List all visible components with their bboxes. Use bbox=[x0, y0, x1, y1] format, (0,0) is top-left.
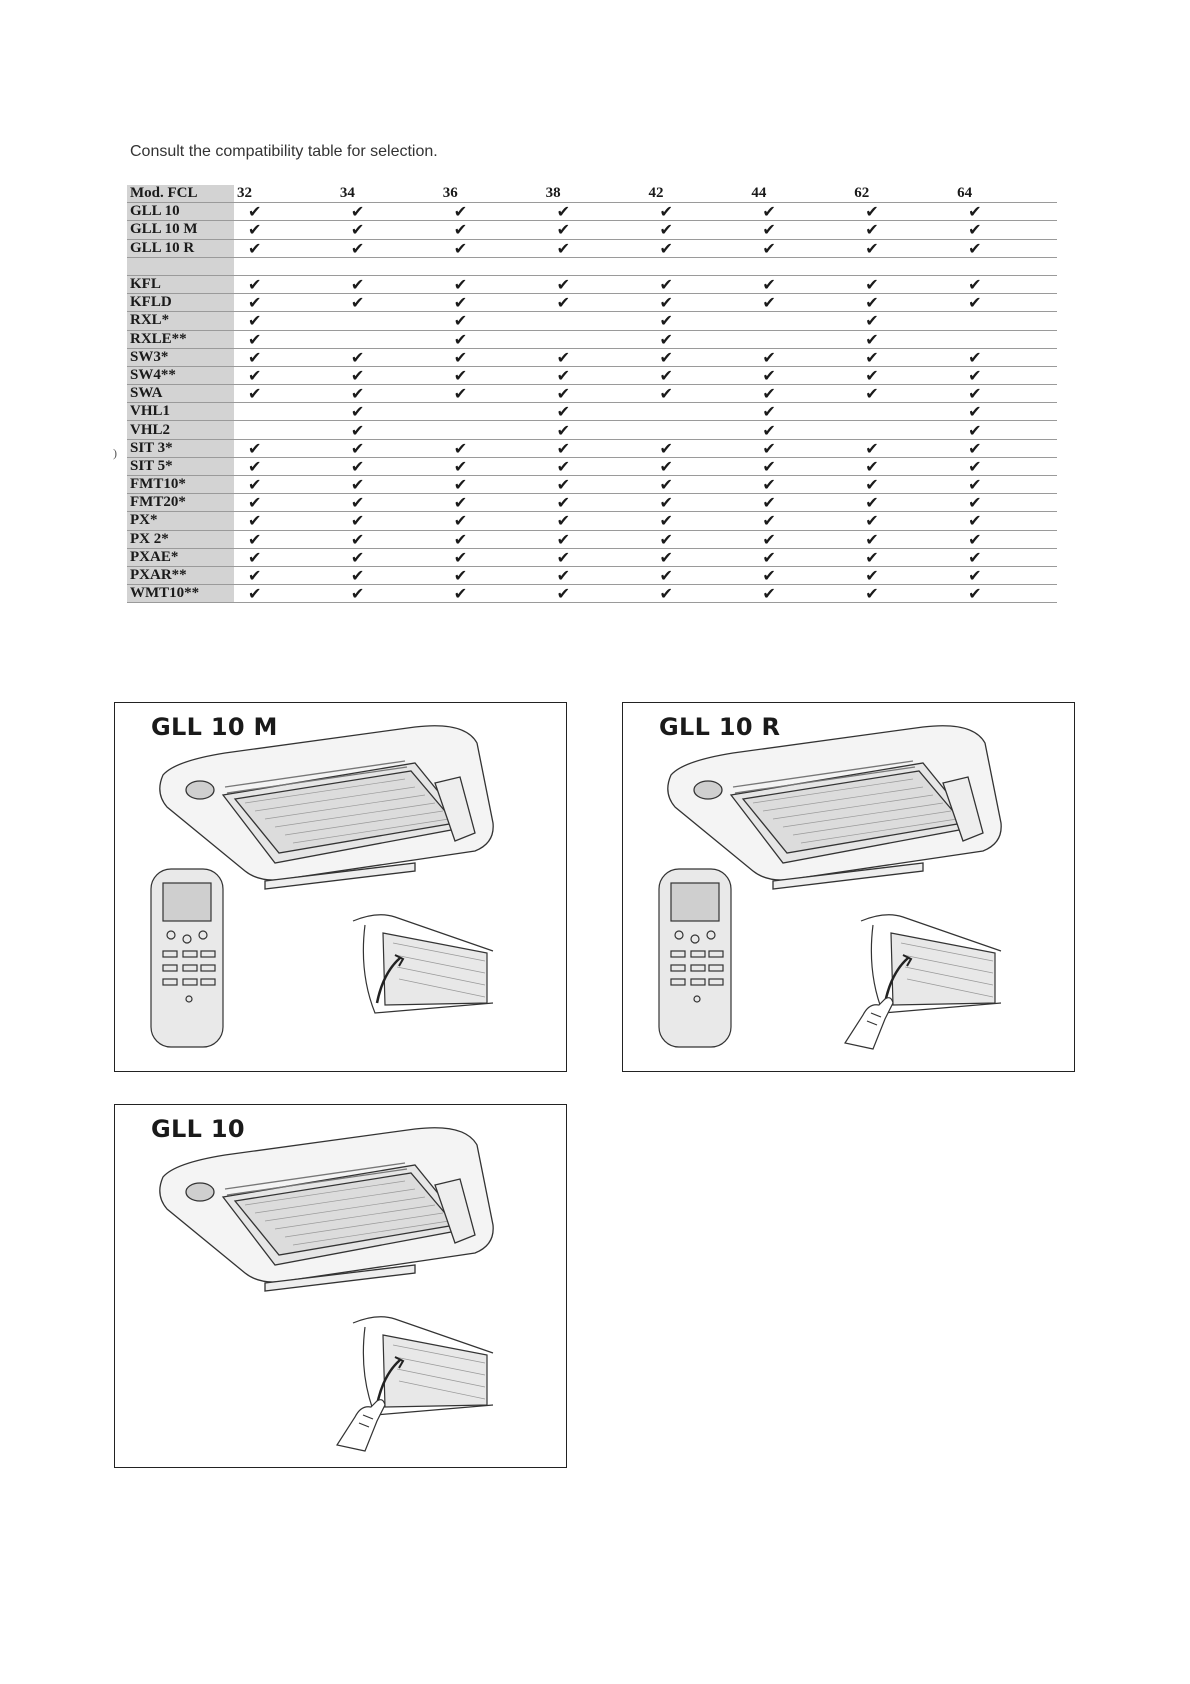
cassette-illustration bbox=[115, 703, 565, 1070]
check-cell: ✔ bbox=[337, 494, 440, 512]
row-label-cell bbox=[127, 257, 234, 275]
table-row bbox=[127, 294, 1057, 312]
check-cell: ✔ bbox=[543, 457, 646, 475]
check-cell bbox=[543, 330, 646, 348]
cassette-unit-drawing bbox=[668, 726, 1001, 889]
check-cell: ✔ bbox=[543, 494, 646, 512]
check-cell: ✔ bbox=[646, 566, 749, 584]
table-row bbox=[127, 548, 1057, 566]
check-cell: ✔ bbox=[440, 548, 543, 566]
check-cell bbox=[543, 257, 646, 275]
check-cell: ✔ bbox=[851, 330, 954, 348]
margin-mark: ) bbox=[113, 446, 117, 460]
check-cell bbox=[954, 312, 1057, 330]
check-cell: ✔ bbox=[337, 403, 440, 421]
check-cell: ✔ bbox=[543, 476, 646, 494]
row-label-cell: SW3* bbox=[127, 348, 234, 366]
check-cell: ✔ bbox=[646, 530, 749, 548]
check-cell: ✔ bbox=[646, 457, 749, 475]
table-row bbox=[127, 530, 1057, 548]
table-row bbox=[127, 512, 1057, 530]
check-cell bbox=[440, 257, 543, 275]
table-row bbox=[127, 203, 1057, 221]
check-cell: ✔ bbox=[851, 348, 954, 366]
row-label-cell: SIT 5* bbox=[127, 457, 234, 475]
cassette-unit-drawing bbox=[160, 726, 493, 889]
check-cell bbox=[440, 403, 543, 421]
check-cell: ✔ bbox=[954, 548, 1057, 566]
check-cell: ✔ bbox=[748, 385, 851, 403]
check-cell: ✔ bbox=[748, 294, 851, 312]
check-cell: ✔ bbox=[234, 294, 337, 312]
table-row bbox=[127, 494, 1057, 512]
hand-drawing bbox=[337, 1400, 385, 1451]
check-cell: ✔ bbox=[234, 275, 337, 293]
check-cell: ✔ bbox=[851, 457, 954, 475]
check-cell: ✔ bbox=[337, 512, 440, 530]
check-cell: ✔ bbox=[954, 566, 1057, 584]
check-cell: ✔ bbox=[543, 585, 646, 603]
check-cell: ✔ bbox=[337, 439, 440, 457]
check-cell: ✔ bbox=[954, 403, 1057, 421]
check-cell: ✔ bbox=[337, 221, 440, 239]
check-cell bbox=[646, 257, 749, 275]
header-cell-model: Mod. FCL bbox=[127, 185, 234, 203]
check-cell: ✔ bbox=[646, 239, 749, 257]
check-cell: ✔ bbox=[543, 566, 646, 584]
check-cell: ✔ bbox=[234, 221, 337, 239]
filter-detail-drawing bbox=[353, 1317, 493, 1415]
check-cell: ✔ bbox=[440, 385, 543, 403]
row-label-cell: GLL 10 bbox=[127, 203, 234, 221]
check-cell: ✔ bbox=[748, 366, 851, 384]
check-cell: ✔ bbox=[234, 476, 337, 494]
check-cell: ✔ bbox=[748, 512, 851, 530]
check-cell: ✔ bbox=[440, 566, 543, 584]
header-cell: 36 bbox=[440, 185, 543, 203]
check-cell: ✔ bbox=[440, 494, 543, 512]
check-cell: ✔ bbox=[954, 348, 1057, 366]
check-cell: ✔ bbox=[748, 221, 851, 239]
row-label-cell: SWA bbox=[127, 385, 234, 403]
row-label-cell: FMT10* bbox=[127, 476, 234, 494]
remote-control-drawing bbox=[659, 869, 731, 1047]
check-cell: ✔ bbox=[851, 476, 954, 494]
check-cell: ✔ bbox=[234, 494, 337, 512]
hand-drawing bbox=[845, 998, 893, 1049]
check-cell: ✔ bbox=[954, 494, 1057, 512]
check-cell: ✔ bbox=[646, 203, 749, 221]
filter-detail-drawing bbox=[353, 915, 493, 1013]
check-cell: ✔ bbox=[440, 512, 543, 530]
check-cell: ✔ bbox=[337, 366, 440, 384]
check-cell: ✔ bbox=[851, 439, 954, 457]
table-row bbox=[127, 257, 1057, 275]
row-label-cell: RXLE** bbox=[127, 330, 234, 348]
table-header-row bbox=[127, 185, 1057, 203]
check-cell: ✔ bbox=[646, 275, 749, 293]
check-cell: ✔ bbox=[646, 476, 749, 494]
row-label-cell: GLL 10 R bbox=[127, 239, 234, 257]
check-cell: ✔ bbox=[543, 548, 646, 566]
check-cell: ✔ bbox=[954, 294, 1057, 312]
check-cell: ✔ bbox=[851, 312, 954, 330]
check-cell bbox=[234, 257, 337, 275]
check-cell: ✔ bbox=[337, 457, 440, 475]
intro-text: Consult the compatibility table for selection. bbox=[130, 143, 438, 160]
check-cell: ✔ bbox=[748, 203, 851, 221]
table-row bbox=[127, 385, 1057, 403]
check-cell: ✔ bbox=[748, 403, 851, 421]
table-row bbox=[127, 421, 1057, 439]
check-cell: ✔ bbox=[234, 348, 337, 366]
check-cell: ✔ bbox=[748, 239, 851, 257]
check-cell: ✔ bbox=[954, 585, 1057, 603]
filter-detail-drawing bbox=[861, 915, 1001, 1013]
check-cell bbox=[851, 257, 954, 275]
check-cell: ✔ bbox=[646, 439, 749, 457]
check-cell: ✔ bbox=[440, 348, 543, 366]
check-cell: ✔ bbox=[440, 457, 543, 475]
check-cell: ✔ bbox=[543, 530, 646, 548]
compatibility-table bbox=[127, 185, 1057, 603]
check-cell: ✔ bbox=[954, 476, 1057, 494]
check-cell: ✔ bbox=[234, 585, 337, 603]
row-label-cell: KFLD bbox=[127, 294, 234, 312]
row-label-cell: VHL1 bbox=[127, 403, 234, 421]
check-cell: ✔ bbox=[851, 530, 954, 548]
check-cell: ✔ bbox=[543, 512, 646, 530]
table-row bbox=[127, 366, 1057, 384]
header-cell: 34 bbox=[337, 185, 440, 203]
figure-panel-gll10m bbox=[114, 702, 567, 1072]
check-cell: ✔ bbox=[954, 366, 1057, 384]
row-label-cell: GLL 10 M bbox=[127, 221, 234, 239]
check-cell: ✔ bbox=[440, 585, 543, 603]
check-cell: ✔ bbox=[543, 439, 646, 457]
table-row bbox=[127, 403, 1057, 421]
check-cell: ✔ bbox=[954, 512, 1057, 530]
figure-panel-gll10 bbox=[114, 1104, 567, 1468]
check-cell: ✔ bbox=[543, 221, 646, 239]
header-cell: 64 bbox=[954, 185, 1057, 203]
check-cell: ✔ bbox=[748, 275, 851, 293]
check-cell: ✔ bbox=[234, 512, 337, 530]
table-row bbox=[127, 457, 1057, 475]
check-cell bbox=[234, 403, 337, 421]
row-label-cell: RXL* bbox=[127, 312, 234, 330]
row-label-cell: WMT10** bbox=[127, 585, 234, 603]
row-label-cell: FMT20* bbox=[127, 494, 234, 512]
cassette-illustration bbox=[115, 1105, 565, 1466]
check-cell: ✔ bbox=[234, 330, 337, 348]
row-label-cell: KFL bbox=[127, 275, 234, 293]
check-cell bbox=[646, 403, 749, 421]
row-label-cell: PX 2* bbox=[127, 530, 234, 548]
check-cell: ✔ bbox=[954, 221, 1057, 239]
check-cell: ✔ bbox=[851, 294, 954, 312]
check-cell: ✔ bbox=[851, 566, 954, 584]
check-cell: ✔ bbox=[954, 275, 1057, 293]
check-cell: ✔ bbox=[851, 239, 954, 257]
check-cell: ✔ bbox=[543, 348, 646, 366]
cassette-unit-drawing bbox=[160, 1128, 493, 1291]
panel-title: GLL 10 R bbox=[659, 713, 781, 741]
row-label-cell: SIT 3* bbox=[127, 439, 234, 457]
check-cell: ✔ bbox=[851, 512, 954, 530]
check-cell bbox=[337, 257, 440, 275]
check-cell: ✔ bbox=[954, 530, 1057, 548]
check-cell: ✔ bbox=[440, 439, 543, 457]
check-cell: ✔ bbox=[543, 203, 646, 221]
check-cell: ✔ bbox=[748, 566, 851, 584]
check-cell bbox=[748, 257, 851, 275]
check-cell: ✔ bbox=[440, 294, 543, 312]
panel-title: GLL 10 M bbox=[151, 713, 278, 741]
check-cell: ✔ bbox=[337, 203, 440, 221]
check-cell: ✔ bbox=[234, 566, 337, 584]
check-cell: ✔ bbox=[543, 275, 646, 293]
panel-title: GLL 10 bbox=[151, 1115, 245, 1143]
check-cell: ✔ bbox=[646, 366, 749, 384]
check-cell: ✔ bbox=[440, 530, 543, 548]
check-cell: ✔ bbox=[543, 294, 646, 312]
check-cell: ✔ bbox=[337, 348, 440, 366]
check-cell: ✔ bbox=[954, 203, 1057, 221]
check-cell bbox=[748, 312, 851, 330]
check-cell: ✔ bbox=[440, 275, 543, 293]
check-cell: ✔ bbox=[543, 403, 646, 421]
check-cell bbox=[851, 403, 954, 421]
table-row bbox=[127, 221, 1057, 239]
table-row bbox=[127, 476, 1057, 494]
header-cell: 32 bbox=[234, 185, 337, 203]
check-cell: ✔ bbox=[646, 512, 749, 530]
check-cell: ✔ bbox=[440, 330, 543, 348]
check-cell: ✔ bbox=[748, 494, 851, 512]
check-cell bbox=[851, 421, 954, 439]
check-cell: ✔ bbox=[646, 494, 749, 512]
table-row bbox=[127, 239, 1057, 257]
check-cell: ✔ bbox=[234, 239, 337, 257]
check-cell bbox=[337, 330, 440, 348]
cassette-illustration bbox=[623, 703, 1073, 1070]
check-cell: ✔ bbox=[337, 585, 440, 603]
check-cell: ✔ bbox=[851, 366, 954, 384]
check-cell: ✔ bbox=[337, 566, 440, 584]
row-label-cell: SW4** bbox=[127, 366, 234, 384]
table-row bbox=[127, 439, 1057, 457]
check-cell: ✔ bbox=[440, 312, 543, 330]
check-cell: ✔ bbox=[234, 366, 337, 384]
check-cell: ✔ bbox=[748, 476, 851, 494]
check-cell: ✔ bbox=[954, 385, 1057, 403]
check-cell bbox=[337, 312, 440, 330]
check-cell: ✔ bbox=[851, 548, 954, 566]
check-cell: ✔ bbox=[646, 385, 749, 403]
check-cell: ✔ bbox=[954, 239, 1057, 257]
check-cell: ✔ bbox=[337, 421, 440, 439]
check-cell: ✔ bbox=[851, 221, 954, 239]
header-cell: 38 bbox=[543, 185, 646, 203]
check-cell: ✔ bbox=[748, 585, 851, 603]
check-cell: ✔ bbox=[337, 476, 440, 494]
check-cell: ✔ bbox=[851, 494, 954, 512]
check-cell: ✔ bbox=[646, 330, 749, 348]
check-cell: ✔ bbox=[234, 530, 337, 548]
check-cell: ✔ bbox=[851, 275, 954, 293]
check-cell: ✔ bbox=[440, 366, 543, 384]
check-cell: ✔ bbox=[543, 239, 646, 257]
check-cell bbox=[440, 421, 543, 439]
check-cell: ✔ bbox=[646, 585, 749, 603]
check-cell bbox=[954, 257, 1057, 275]
check-cell: ✔ bbox=[337, 385, 440, 403]
check-cell: ✔ bbox=[646, 312, 749, 330]
check-cell bbox=[234, 421, 337, 439]
header-cell: 44 bbox=[748, 185, 851, 203]
row-label-cell: PX* bbox=[127, 512, 234, 530]
check-cell bbox=[543, 312, 646, 330]
check-cell: ✔ bbox=[851, 385, 954, 403]
figure-panel-gll10r bbox=[622, 702, 1075, 1072]
check-cell: ✔ bbox=[234, 439, 337, 457]
check-cell: ✔ bbox=[440, 239, 543, 257]
check-cell: ✔ bbox=[646, 348, 749, 366]
table-row bbox=[127, 348, 1057, 366]
check-cell: ✔ bbox=[337, 530, 440, 548]
check-cell: ✔ bbox=[851, 203, 954, 221]
check-cell: ✔ bbox=[440, 203, 543, 221]
check-cell bbox=[748, 330, 851, 348]
check-cell: ✔ bbox=[748, 530, 851, 548]
check-cell: ✔ bbox=[543, 421, 646, 439]
check-cell: ✔ bbox=[337, 275, 440, 293]
check-cell: ✔ bbox=[440, 476, 543, 494]
check-cell: ✔ bbox=[954, 421, 1057, 439]
table-row bbox=[127, 275, 1057, 293]
row-label-cell: VHL2 bbox=[127, 421, 234, 439]
check-cell bbox=[646, 421, 749, 439]
check-cell: ✔ bbox=[234, 312, 337, 330]
row-label-cell: PXAR** bbox=[127, 566, 234, 584]
check-cell: ✔ bbox=[543, 385, 646, 403]
check-cell: ✔ bbox=[234, 385, 337, 403]
check-cell: ✔ bbox=[234, 457, 337, 475]
check-cell: ✔ bbox=[646, 548, 749, 566]
table-row bbox=[127, 585, 1057, 603]
header-cell: 42 bbox=[646, 185, 749, 203]
header-cell: 62 bbox=[851, 185, 954, 203]
check-cell: ✔ bbox=[748, 457, 851, 475]
check-cell: ✔ bbox=[337, 548, 440, 566]
check-cell: ✔ bbox=[234, 203, 337, 221]
table-row bbox=[127, 330, 1057, 348]
check-cell: ✔ bbox=[337, 294, 440, 312]
check-cell: ✔ bbox=[954, 457, 1057, 475]
check-cell: ✔ bbox=[748, 421, 851, 439]
check-cell: ✔ bbox=[748, 548, 851, 566]
remote-control-drawing bbox=[151, 869, 223, 1047]
check-cell bbox=[954, 330, 1057, 348]
table-row bbox=[127, 566, 1057, 584]
check-cell: ✔ bbox=[954, 439, 1057, 457]
check-cell: ✔ bbox=[748, 439, 851, 457]
table-row bbox=[127, 312, 1057, 330]
check-cell: ✔ bbox=[851, 585, 954, 603]
check-cell: ✔ bbox=[646, 221, 749, 239]
check-cell: ✔ bbox=[234, 548, 337, 566]
check-cell: ✔ bbox=[440, 221, 543, 239]
check-cell: ✔ bbox=[337, 239, 440, 257]
row-label-cell: PXAE* bbox=[127, 548, 234, 566]
check-cell: ✔ bbox=[748, 348, 851, 366]
check-cell: ✔ bbox=[646, 294, 749, 312]
check-cell: ✔ bbox=[543, 366, 646, 384]
